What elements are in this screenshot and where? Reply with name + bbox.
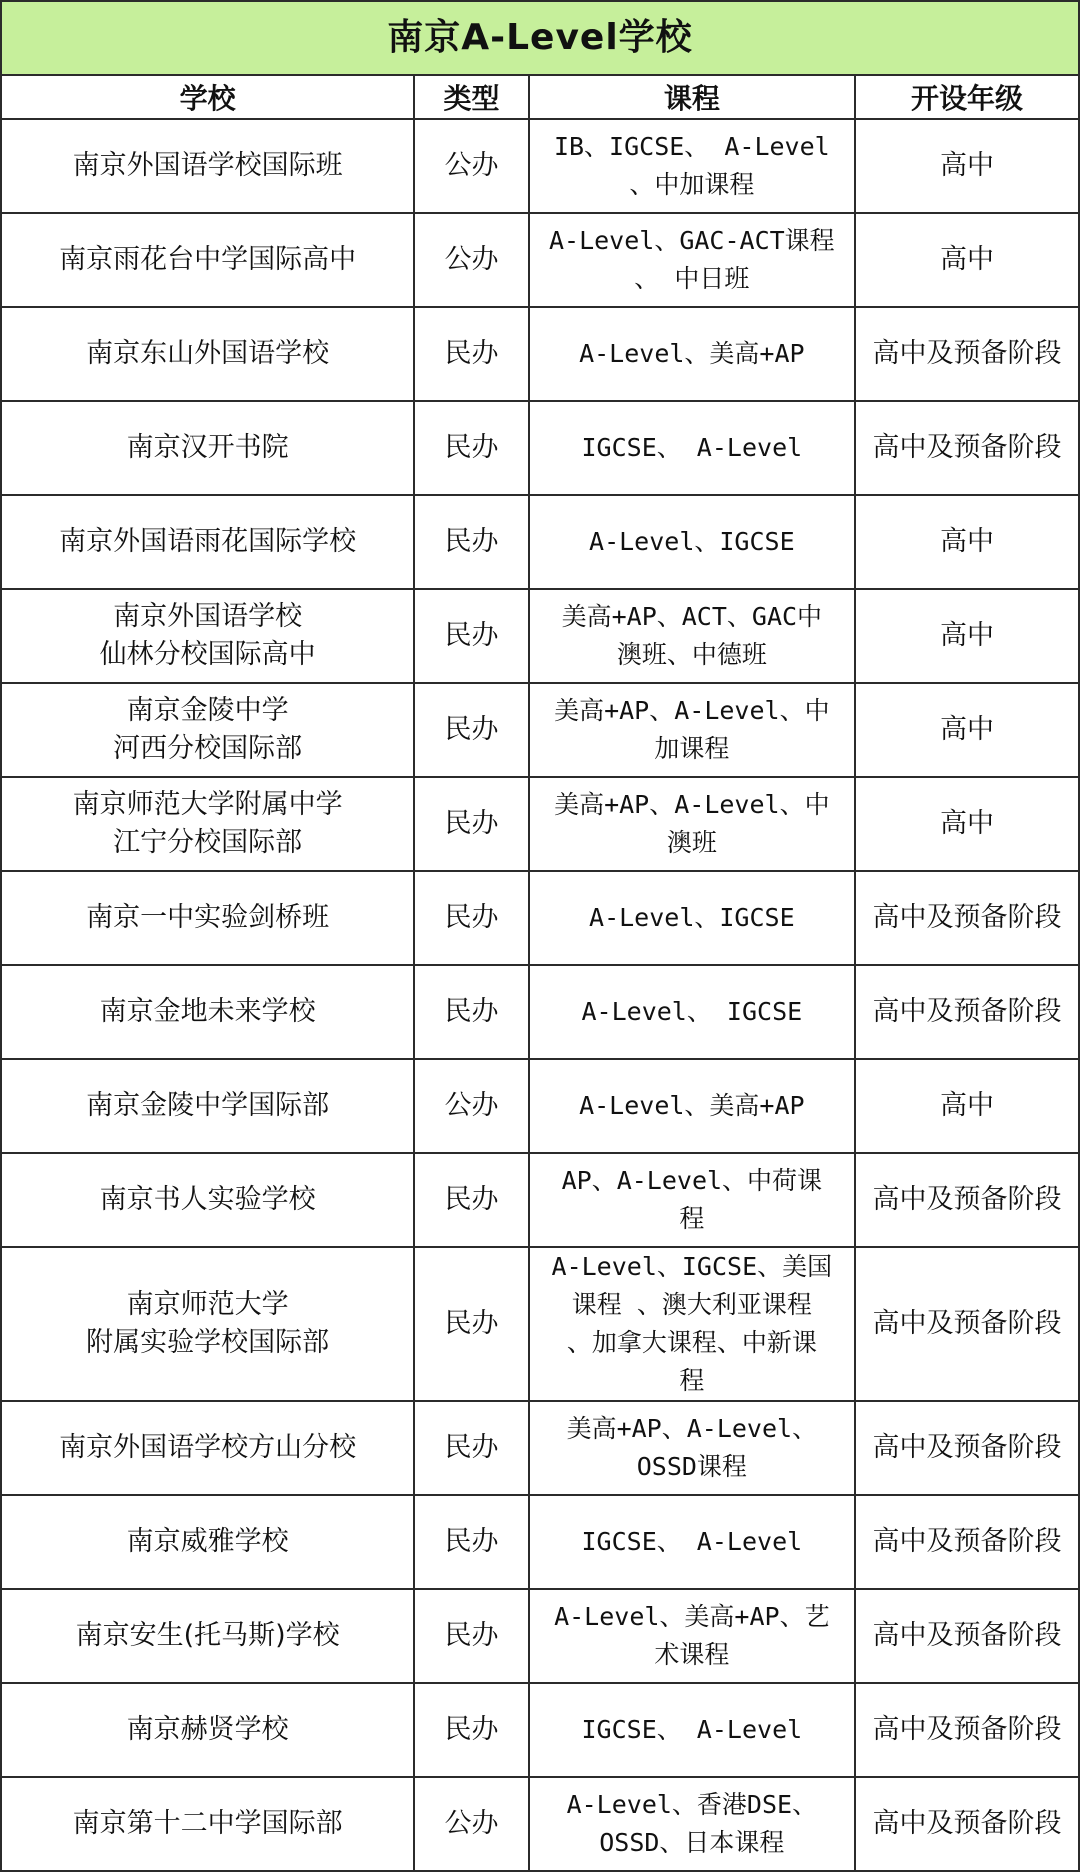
school-cell (1, 401, 414, 495)
header-school: 学校 (1, 75, 414, 119)
grade-cell: 高中及预备阶段 (855, 871, 1079, 965)
school-cell (1, 589, 414, 683)
school-name-line: 南京威雅学校 (126, 1526, 289, 1557)
grade-cell: 高中及预备阶段 (855, 1683, 1079, 1777)
school-cell (1, 1777, 414, 1871)
grade-cell: 高中及预备阶段 (855, 1401, 1079, 1495)
table-row (1, 683, 1079, 777)
grade-cell: 高中 (855, 495, 1079, 589)
table-row (1, 1059, 1079, 1153)
school-name-line: 南京外国语学校方山分校 (59, 1432, 357, 1463)
school-cell (1, 871, 414, 965)
courses-line: A-Level、香港DSE、 (566, 1790, 818, 1819)
table-row (1, 1589, 1079, 1683)
type-cell: 公办 (414, 119, 528, 213)
school-cell (1, 1153, 414, 1247)
courses-line: 美高+AP、A-Level、中 (554, 790, 830, 819)
table-row (1, 1401, 1079, 1495)
table-row (1, 495, 1079, 589)
table-row (1, 307, 1079, 401)
table-row (1, 213, 1079, 307)
courses-cell (529, 683, 855, 777)
courses-cell (529, 589, 855, 683)
type-cell: 民办 (414, 1401, 528, 1495)
grade-cell: 高中及预备阶段 (855, 307, 1079, 401)
school-cell (1, 1589, 414, 1683)
table-row (1, 119, 1079, 213)
header-courses: 课程 (529, 75, 855, 119)
header-type: 类型 (414, 75, 528, 119)
grade-cell: 高中及预备阶段 (855, 401, 1079, 495)
school-name-line: 南京师范大学附属中学 (72, 789, 343, 820)
courses-line: IB、IGCSE、 A-Level (553, 132, 830, 161)
school-name-line: 南京一中实验剑桥班 (86, 902, 330, 933)
grade-cell: 高中 (855, 119, 1079, 213)
courses-cell (529, 1589, 855, 1683)
courses-cell (529, 213, 855, 307)
school-name-line: 南京赫贤学校 (126, 1714, 289, 1745)
courses-cell (529, 871, 855, 965)
courses-cell (529, 119, 855, 213)
courses-line: 程 (679, 1366, 705, 1395)
school-name-line: 仙林分校国际高中 (99, 639, 316, 670)
type-cell: 民办 (414, 495, 528, 589)
courses-cell (529, 777, 855, 871)
table-row (1, 1153, 1079, 1247)
school-name-line: 南京外国语学校 (113, 601, 303, 632)
type-cell: 公办 (414, 213, 528, 307)
school-name-line: 南京雨花台中学国际高中 (59, 244, 357, 275)
school-name-line: 南京书人实验学校 (99, 1184, 316, 1215)
courses-cell (529, 307, 855, 401)
school-cell (1, 307, 414, 401)
type-cell: 民办 (414, 1247, 528, 1401)
grade-cell: 高中 (855, 683, 1079, 777)
courses-cell (529, 965, 855, 1059)
type-cell: 民办 (414, 1495, 528, 1589)
school-cell (1, 495, 414, 589)
table-row (1, 589, 1079, 683)
grade-cell: 高中及预备阶段 (855, 1777, 1079, 1871)
courses-cell (529, 401, 855, 495)
type-cell: 民办 (414, 777, 528, 871)
type-cell: 民办 (414, 1683, 528, 1777)
school-name-line: 南京金陵中学国际部 (86, 1090, 330, 1121)
school-name-line: 南京安生(托马斯)学校 (75, 1620, 340, 1651)
courses-cell (529, 1495, 855, 1589)
grade-cell: 高中及预备阶段 (855, 1495, 1079, 1589)
school-cell (1, 1401, 414, 1495)
school-cell (1, 1247, 414, 1401)
school-name-line: 河西分校国际部 (113, 733, 303, 764)
courses-line: 课程 、澳大利亚课程 (571, 1290, 812, 1319)
school-name-line: 南京金地未来学校 (99, 996, 316, 1027)
courses-line: A-Level、IGCSE、美国 (551, 1252, 833, 1281)
school-name-line: 南京汉开书院 (126, 432, 289, 463)
courses-line: IGCSE、 A-Level (581, 1715, 803, 1744)
table-row (1, 1495, 1079, 1589)
courses-line: 、中加课程 (629, 170, 755, 199)
table-row (1, 1247, 1079, 1401)
grade-cell: 高中 (855, 777, 1079, 871)
courses-line: 美高+AP、A-Level、中 (554, 696, 830, 725)
grade-cell: 高中 (855, 589, 1079, 683)
header-row (1, 75, 1079, 119)
school-cell (1, 1683, 414, 1777)
courses-line: A-Level、 IGCSE (581, 997, 803, 1026)
type-cell: 公办 (414, 1777, 528, 1871)
type-cell: 民办 (414, 1153, 528, 1247)
courses-line: IGCSE、 A-Level (581, 433, 803, 462)
type-cell: 民办 (414, 965, 528, 1059)
courses-cell (529, 1153, 855, 1247)
type-cell: 民办 (414, 683, 528, 777)
table-row (1, 401, 1079, 495)
courses-line: 、 中日班 (634, 264, 750, 293)
courses-line: 美高+AP、A-Level、 (566, 1414, 818, 1443)
school-cell (1, 1495, 414, 1589)
grade-cell: 高中及预备阶段 (855, 1247, 1079, 1401)
courses-line: OSSD课程 (636, 1452, 747, 1481)
courses-line: A-Level、GAC-ACT课程 (548, 226, 835, 255)
school-name-line: 江宁分校国际部 (113, 827, 303, 858)
courses-line: OSSD、日本课程 (599, 1828, 785, 1857)
courses-line: A-Level、IGCSE (589, 903, 795, 932)
school-name-line: 南京东山外国语学校 (86, 338, 330, 369)
school-name-line: 南京金陵中学 (126, 695, 289, 726)
type-cell: 公办 (414, 1059, 528, 1153)
type-cell: 民办 (414, 1589, 528, 1683)
courses-line: 、加拿大课程、中新课 (566, 1328, 817, 1357)
grade-cell: 高中及预备阶段 (855, 1589, 1079, 1683)
type-cell: 民办 (414, 871, 528, 965)
courses-line: A-Level、美高+AP (579, 1091, 805, 1120)
courses-line: 术课程 (654, 1640, 730, 1669)
grade-cell: 高中 (855, 1059, 1079, 1153)
school-cell (1, 777, 414, 871)
courses-cell (529, 1401, 855, 1495)
grade-cell: 高中及预备阶段 (855, 965, 1079, 1059)
type-cell: 民办 (414, 589, 528, 683)
courses-line: 加课程 (654, 734, 730, 763)
school-name-line: 南京师范大学 (126, 1289, 289, 1320)
school-cell (1, 965, 414, 1059)
courses-line: 澳班、中德班 (616, 640, 767, 669)
school-name-line: 南京外国语学校国际班 (72, 150, 343, 181)
courses-line: 程 (679, 1204, 705, 1233)
school-name-line: 附属实验学校国际部 (86, 1327, 330, 1358)
school-cell (1, 683, 414, 777)
courses-line: 美高+AP、ACT、GAC中 (561, 602, 823, 631)
table-row (1, 871, 1079, 965)
courses-line: A-Level、美高+AP、艺 (554, 1602, 830, 1631)
table-row (1, 1683, 1079, 1777)
courses-line: AP、A-Level、中荷课 (561, 1166, 823, 1195)
courses-cell (529, 1777, 855, 1871)
grade-cell: 高中 (855, 213, 1079, 307)
grade-cell: 高中及预备阶段 (855, 1153, 1079, 1247)
school-name-line: 南京外国语雨花国际学校 (59, 526, 357, 557)
courses-line: 澳班 (666, 828, 717, 857)
school-cell (1, 213, 414, 307)
school-cell (1, 1059, 414, 1153)
header-grade: 开设年级 (855, 75, 1079, 119)
table-body (1, 119, 1079, 1871)
school-cell (1, 119, 414, 213)
table-title: 南京A-Level学校 (1, 1, 1079, 75)
courses-line: A-Level、IGCSE (589, 527, 795, 556)
courses-line: A-Level、美高+AP (579, 339, 805, 368)
courses-cell (529, 495, 855, 589)
courses-cell (529, 1247, 855, 1401)
courses-line: IGCSE、 A-Level (581, 1527, 803, 1556)
table-row (1, 1777, 1079, 1871)
title-row (1, 1, 1079, 75)
type-cell: 民办 (414, 307, 528, 401)
table-row (1, 965, 1079, 1059)
school-name-line: 南京第十二中学国际部 (72, 1808, 343, 1839)
type-cell: 民办 (414, 401, 528, 495)
table-row (1, 777, 1079, 871)
courses-cell (529, 1059, 855, 1153)
courses-cell (529, 1683, 855, 1777)
